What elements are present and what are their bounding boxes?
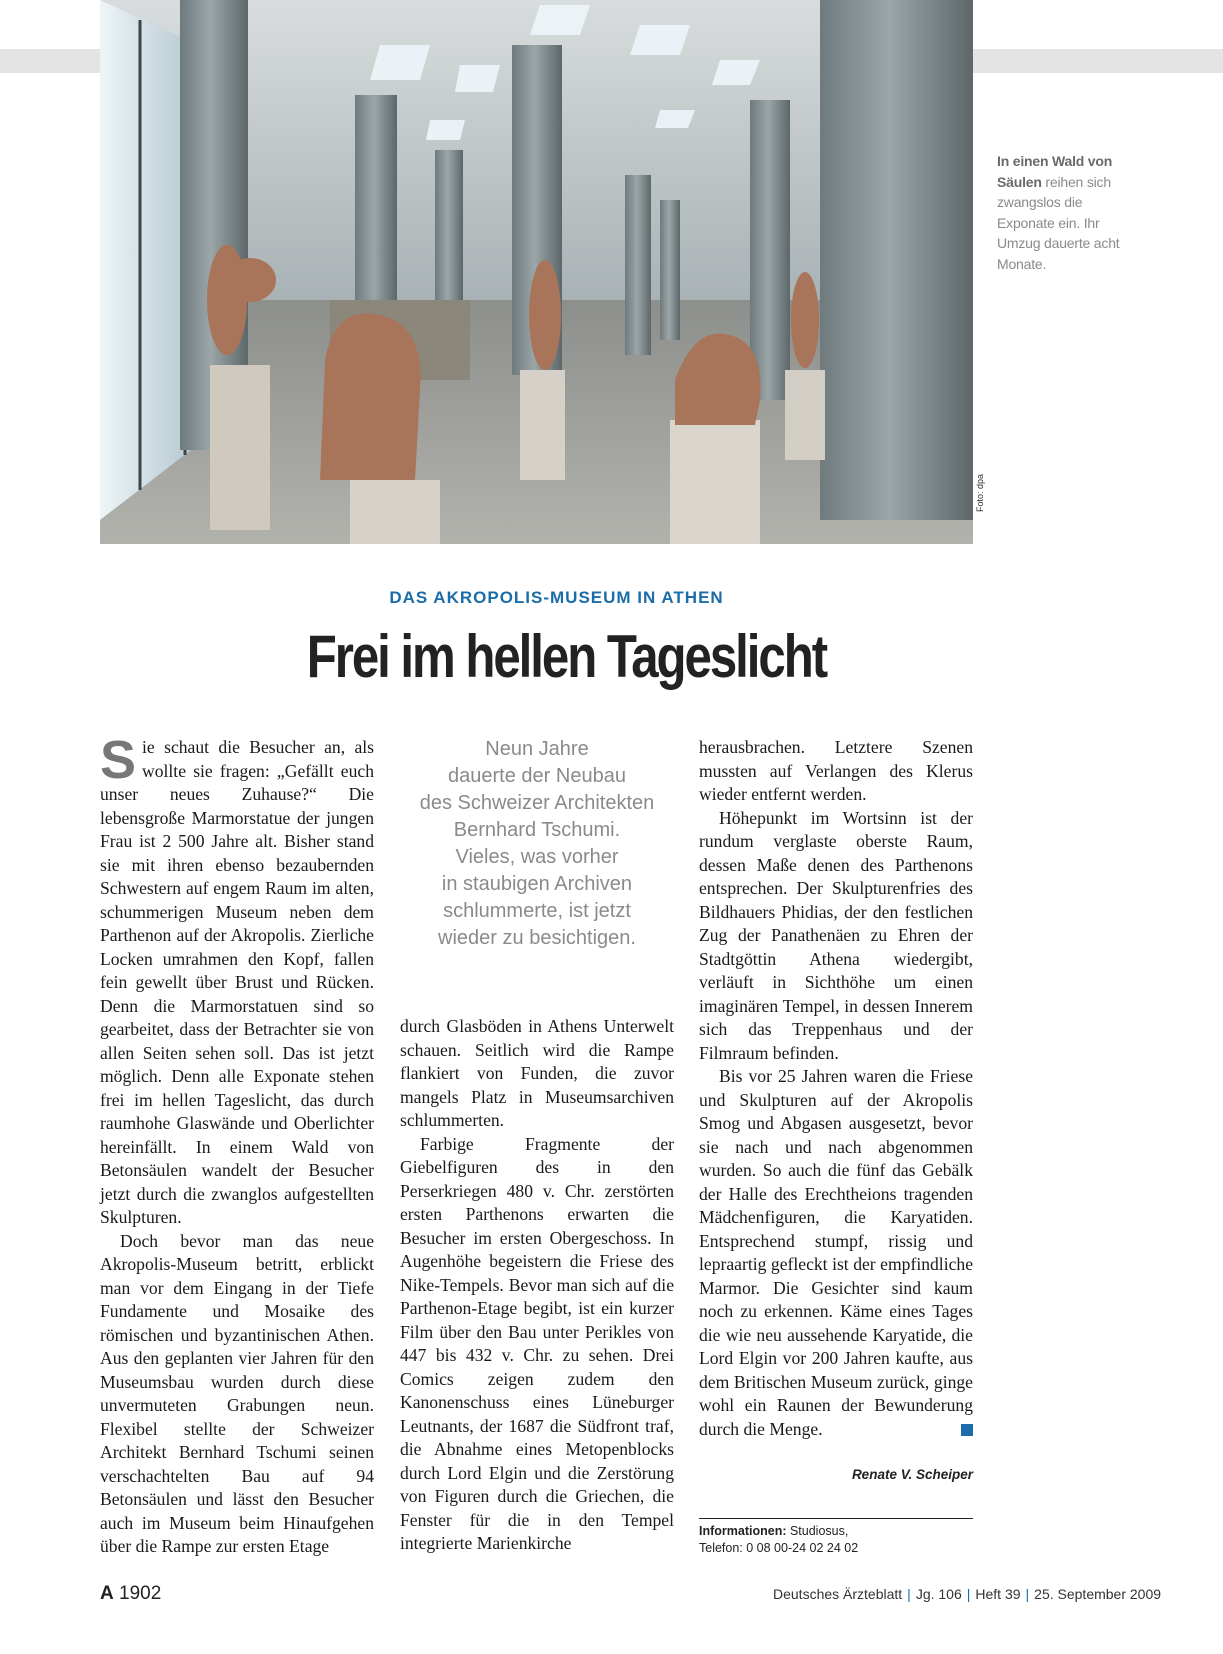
article-headline: Frei im hellen Tageslicht bbox=[306, 623, 827, 690]
info-box bbox=[699, 1523, 979, 1557]
article-kicker: DAS AKROPOLIS-MUSEUM IN ATHEN bbox=[389, 588, 724, 607]
journal-footer: Deutsches Ärzteblatt | Jg. 106 | Heft 39 | 25. September 2009 bbox=[773, 1586, 1162, 1602]
photo-caption bbox=[997, 151, 1127, 274]
caption-bold: In einen Wald von Säulen bbox=[997, 153, 1113, 190]
pull-quote-line: in staubigen Archiven bbox=[441, 873, 633, 895]
body-column-3 bbox=[699, 736, 973, 1441]
pull-quote-line: Neun Jahre bbox=[485, 738, 589, 760]
pull-quote-line: Bernhard Tschumi. bbox=[453, 819, 621, 841]
info-phone: Telefon: 0 08 00-24 02 24 02 bbox=[699, 1541, 859, 1555]
pull-quote-line: schlummerte, ist jetzt bbox=[443, 900, 631, 922]
journal-name: Deutsches Ärzteblatt bbox=[773, 1586, 903, 1602]
journal-issue: Heft 39 bbox=[975, 1586, 1021, 1602]
journal-date: 25. September 2009 bbox=[1034, 1586, 1162, 1602]
page-num: 1902 bbox=[113, 1583, 162, 1604]
pull-quote-line: des Schweizer Architekten bbox=[419, 792, 655, 814]
page-letter: A bbox=[100, 1583, 114, 1604]
pull-quote bbox=[396, 736, 678, 952]
journal-volume: Jg. 106 bbox=[915, 1586, 962, 1602]
body-paragraph: Höhepunkt im Wortsinn ist der rundum verglaste oberste Raum, dessen Maße denen des Parthenons entsprechen. Der Skulpturenfries des Bildhauers Phidias, der den festlichen Zug der Panathenäen zu Ehren der Stadtgöttin Athena wiedergibt, verläuft in Sichthöhe um einen imaginären Tempel, in dessen Innerem sich das Treppenhaus und der Filmraum befinden. bbox=[699, 807, 973, 1063]
pull-quote-line: dauerte der Neubau bbox=[448, 765, 626, 787]
body-paragraph: Farbige Fragmente der Giebelfiguren des in den Perserkriegen 480 v. Chr. zerstörten ersten Parthenons erwarten die Besucher im ersten Obergeschoss. In Augenhöhe begeistern die Friese des Nike-Tempels. Bevor man sich auf die Parthenon-Etage begibt, ist ein kurzer Film über den Bau unter Perikles von 447 bis 432 v. Chr. zu sehen. Drei Comics zeigen zudem den Kanonenschuss eines Lüneburger Leutnants, der 1687 die Südfront traf, die Abnahme eines Metopenblocks durch Lord Elgin und die Zerstörung von Figuren durch die Griechen, die Fenster für die in den Tempel integrierte Marienkirche bbox=[400, 1133, 674, 1553]
drop-cap: S bbox=[100, 730, 137, 790]
body-paragraph: Doch bevor man das neue Akropolis-Museum betritt, erblickt man vor dem Eingang in der Tiefe Fundamente und Mosaike des römischen und byzantinischen Athen. Aus den geplanten vier Jahren für den Museumsbau wurden durch diese unvermuteten Grabungen neun. Flexibel stellte der Schweizer Architekt Bernhard Tschumi seinen verschachtelten Bau auf 94 Betonsäulen und lässt den Besucher auch im Museum beim Hinaufgehen über die Rampe zur ersten Etage bbox=[100, 1230, 374, 1556]
info-label: Informationen: bbox=[699, 1524, 787, 1538]
caption-text: reihen sich zwangslos die Exponate ein. Ihr Umzug dauerte acht Monate. bbox=[997, 173, 1120, 272]
author-byline: Renate V. Scheiper bbox=[851, 1467, 973, 1482]
body-column-2 bbox=[400, 1015, 674, 1556]
body-paragraph: durch Glasböden in Athens Unterwelt schauen. Seitlich wird die Rampe flankiert von Funden, die zuvor mangels Platz in Museumsarchiven schlummerten. bbox=[400, 1016, 674, 1130]
end-mark-icon bbox=[961, 1424, 973, 1436]
info-value: Studiosus, bbox=[786, 1524, 849, 1538]
pull-quote-line: Vieles, was vorher bbox=[455, 846, 619, 868]
body-paragraph: Bis vor 25 Jahren waren die Friese und Skulpturen auf der Akropolis Smog und Abgasen ausgesetzt, bevor sie nach und nach abgenommen wurden. So auch die fünf das Gebälk der Halle des Erechtheions tragenden Mädchenfiguren, die Karyatiden. Entsprechend stumpf, rissig und lepraartig gefleckt ist der empfindliche Marmor. Die Gesichter sind kaum noch zu erkennen. Käme eines Tages die wie neu aussehende Karyatide, die Lord Elgin vor 200 Jahren kaufte, aus dem Britischen Museum zurück, ginge wohl ein Raunen der Bewunderung durch die Menge. bbox=[699, 1066, 973, 1439]
photo-credit: Foto: dpa bbox=[975, 473, 985, 512]
info-divider bbox=[699, 1518, 973, 1519]
page-number bbox=[100, 1583, 161, 1605]
body-paragraph: herausbrachen. Letztere Szenen mussten auf Verlangen des Klerus wieder entfernt werden. bbox=[699, 737, 973, 804]
body-paragraph: Sie schaut die Besucher an, als wollte sie fragen: „Gefällt euch unser neues Zuhause?“ Die lebensgroße Marmorstatue der jungen Frau ist 2 500 Jahre alt. Bisher stand sie mit ihren ebenso bezaubernden Schwestern auf engem Raum im alten, schummerigen Museum neben dem Parthenon auf der Akropolis. Zierliche Locken umrahmen den Kopf, fallen fein gewellt über Brust und Rücken. Denn die Marmorstatuen sind so gearbeitet, dass der Betrachter sie von allen Seiten sehen soll. Das ist jetzt möglich. Denn alle Exponate stehen frei im hellen Tageslicht, das durch raumhohe Glaswände und Oberlichter hereinfällt. In einem Wald von Betonsäulen wandelt der Besucher jetzt durch die zwanglos aufgestellten Skulpturen. bbox=[100, 730, 374, 1227]
body-column-1 bbox=[100, 730, 374, 1559]
pull-quote-line: wieder zu besichtigen. bbox=[438, 927, 636, 949]
museum-photo bbox=[100, 0, 973, 544]
